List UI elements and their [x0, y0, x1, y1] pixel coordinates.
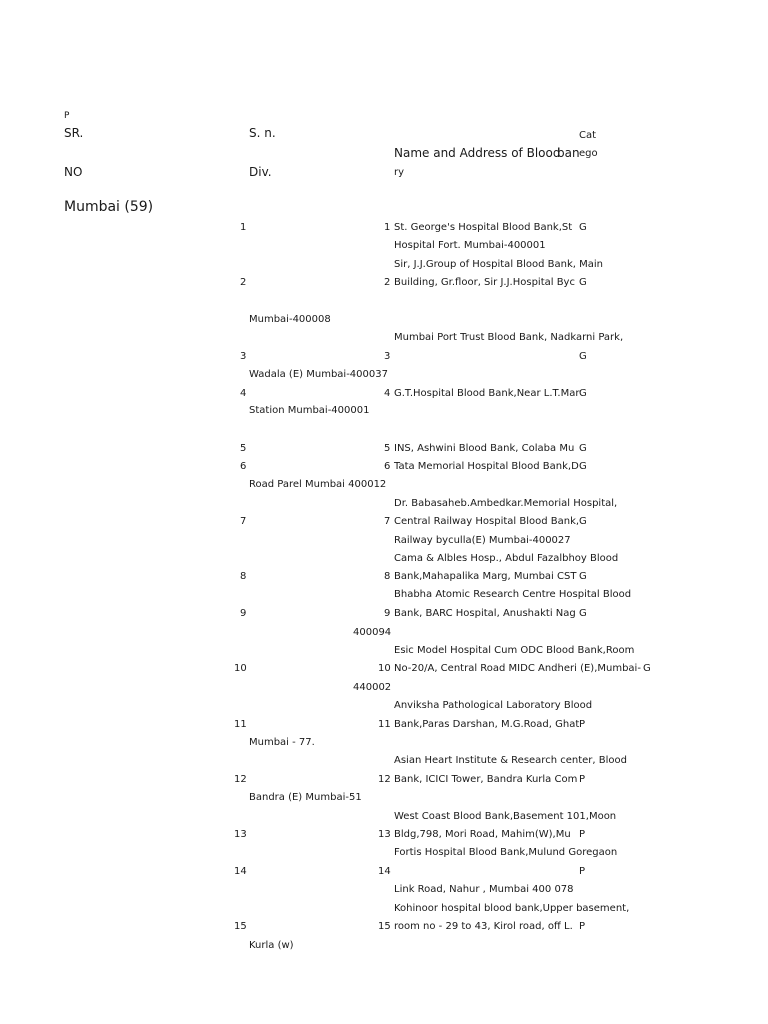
row-sr: 15 — [234, 921, 247, 932]
row-category: G — [643, 663, 651, 674]
row-address-line: Asian Heart Institute & Research center, Blood — [394, 755, 627, 766]
row-address-line: Link Road, Nahur , Mumbai 400 078 — [394, 884, 574, 895]
row-address-line: St. George's Hospital Blood Bank,St — [394, 222, 573, 233]
row-sn: 9 — [384, 608, 391, 619]
row-category: P — [579, 719, 586, 730]
row-address-line: G.T.Hospital Blood Bank,Near L.T.Mar — [394, 388, 580, 399]
row-address-line: Sir, J.J.Group of Hospital Blood Bank, Main — [394, 259, 604, 270]
header-ry: ry — [394, 167, 405, 178]
row-category: G — [579, 516, 587, 527]
row-sr: 14 — [234, 866, 247, 877]
row-category: G — [579, 351, 587, 362]
row-address-line: Central Railway Hospital Blood Bank, — [394, 516, 580, 527]
header-sn: S. n. — [249, 126, 276, 140]
row-sn: 13 — [378, 829, 391, 840]
header-no: NO — [64, 165, 83, 179]
row-category: G — [579, 571, 587, 582]
row-address-line: Mumbai Port Trust Blood Bank, Nadkarni Park, — [394, 332, 624, 343]
row-category: P — [579, 866, 586, 877]
row-category: P — [579, 829, 586, 840]
header-cat: Cat — [579, 130, 597, 141]
row-category: G — [579, 277, 587, 288]
row-sn: 10 — [378, 663, 391, 674]
row-category: G — [579, 222, 587, 233]
row-sn: 2 — [384, 277, 391, 288]
row-sn: 3 — [384, 351, 391, 362]
row-sr: 13 — [234, 829, 247, 840]
row-sn: 7 — [384, 516, 391, 527]
header-name-address: Name and Address of Blood — [394, 146, 561, 160]
row-address-extra: Mumbai - 77. — [249, 737, 315, 748]
row-address-line: No-20/A, Central Road MIDC Andheri (E),Mumbai- — [394, 663, 641, 674]
row-address-line: Bldg,798, Mori Road, Mahim(W),Mu — [394, 829, 571, 840]
row-address-line: Kohinoor hospital blood bank,Upper basement, — [394, 903, 630, 914]
row-category: G — [579, 388, 587, 399]
row-address-extra: Mumbai-400008 — [249, 314, 331, 325]
row-address-line: Bank,Mahapalika Marg, Mumbai CST — [394, 571, 577, 582]
row-sr: 1 — [240, 222, 247, 233]
row-address-line: Bank, BARC Hospital, Anushakti Nag — [394, 608, 576, 619]
section-title: Mumbai (59) — [64, 199, 154, 215]
row-sn: 1 — [384, 222, 391, 233]
row-address-line: Bank,Paras Darshan, M.G.Road, Ghat — [394, 719, 580, 730]
page-mark: P — [64, 111, 70, 121]
row-address-extra: Wadala (E) Mumbai-400037 — [249, 369, 388, 380]
row-category: G — [579, 461, 587, 472]
row-sr: 3 — [240, 351, 247, 362]
row-address-line: Tata Memorial Hospital Blood Bank,D — [394, 461, 579, 472]
row-sr: 5 — [240, 443, 247, 454]
header-sr: SR. — [64, 126, 84, 140]
row-sr: 2 — [240, 277, 247, 288]
row-sn: 8 — [384, 571, 391, 582]
row-address-line: INS, Ashwini Blood Bank, Colaba Mu — [394, 443, 575, 454]
row-category: G — [579, 608, 587, 619]
row-address-line: Dr. Babasaheb.Ambedkar.Memorial Hospital, — [394, 498, 618, 509]
row-address-extra: Station Mumbai-400001 — [249, 405, 370, 416]
row-address-line: Bhabha Atomic Research Centre Hospital Blood — [394, 589, 632, 600]
row-address-extra: 440002 — [353, 682, 392, 693]
row-address-line: Hospital Fort. Mumbai-400001 — [394, 240, 546, 251]
row-sn: 14 — [378, 866, 391, 877]
row-address-line: room no - 29 to 43, Kirol road, off L. — [394, 921, 573, 932]
row-address-line: Railway byculla(E) Mumbai-400027 — [394, 535, 571, 546]
row-sn: 4 — [384, 388, 391, 399]
row-sn: 5 — [384, 443, 391, 454]
row-address-extra: 400094 — [353, 627, 392, 638]
row-address-extra: Kurla (w) — [249, 940, 294, 951]
row-sn: 6 — [384, 461, 391, 472]
row-address-line: Bank, ICICI Tower, Bandra Kurla Com — [394, 774, 578, 785]
row-address-line: Cama & Albles Hosp., Abdul Fazalbhoy Blood — [394, 553, 619, 564]
row-address-line: Anviksha Pathological Laboratory Blood — [394, 700, 593, 711]
row-sr: 8 — [240, 571, 247, 582]
row-address-extra: Bandra (E) Mumbai-51 — [249, 792, 362, 803]
row-sr: 10 — [234, 663, 247, 674]
row-sr: 4 — [240, 388, 247, 399]
header-ego: ego — [579, 148, 598, 159]
row-sn: 11 — [378, 719, 391, 730]
row-category: G — [579, 443, 587, 454]
row-sn: 12 — [378, 774, 391, 785]
header-div: Div. — [249, 165, 272, 179]
row-category: P — [579, 774, 586, 785]
row-address-line: Esic Model Hospital Cum ODC Blood Bank,Room — [394, 645, 635, 656]
row-sr: 12 — [234, 774, 247, 785]
row-address-extra: Road Parel Mumbai 400012 — [249, 479, 387, 490]
row-sr: 6 — [240, 461, 247, 472]
header-ban: ban — [557, 146, 580, 160]
row-sr: 7 — [240, 516, 247, 527]
row-address-line: Building, Gr.floor, Sir J.J.Hospital Byc — [394, 277, 575, 288]
row-sr: 9 — [240, 608, 247, 619]
row-sn: 15 — [378, 921, 391, 932]
row-sr: 11 — [234, 719, 247, 730]
row-address-line: Fortis Hospital Blood Bank,Mulund Goregaon — [394, 847, 618, 858]
row-category: P — [579, 921, 586, 932]
row-address-line: West Coast Blood Bank,Basement 101,Moon — [394, 811, 617, 822]
